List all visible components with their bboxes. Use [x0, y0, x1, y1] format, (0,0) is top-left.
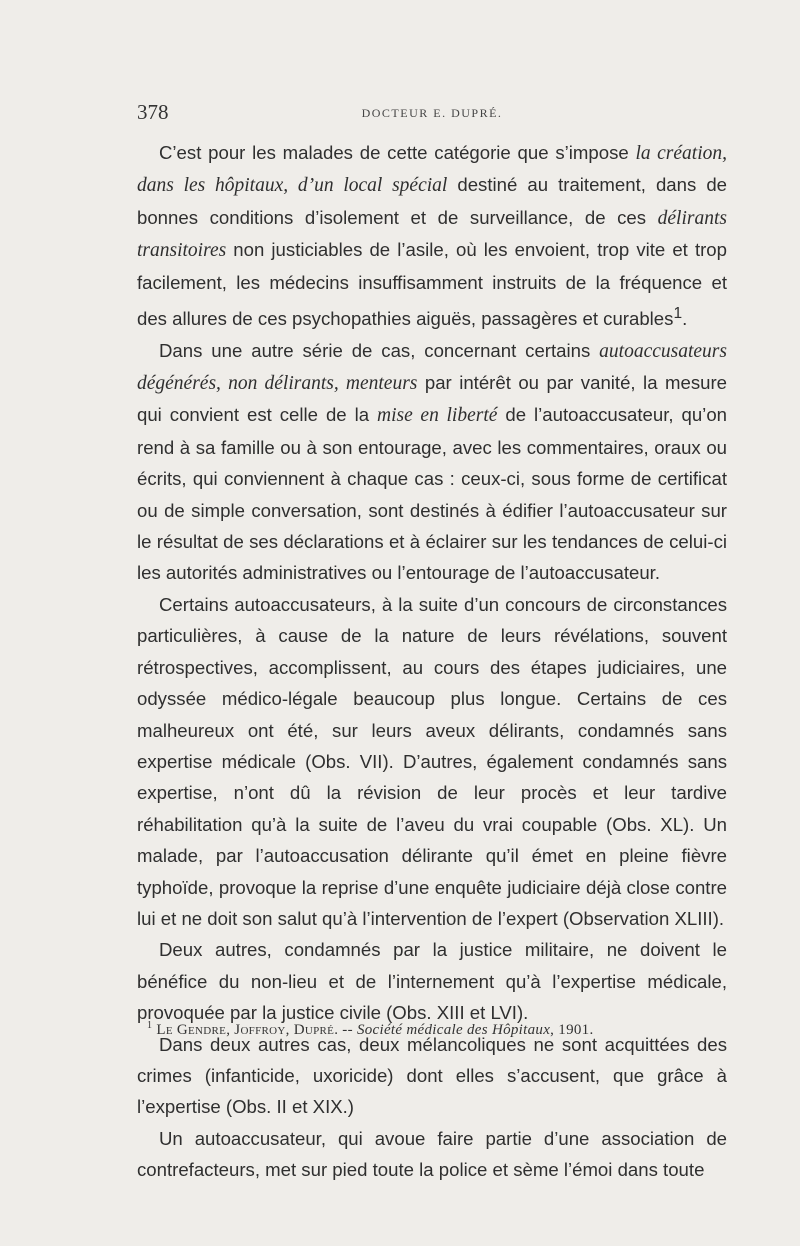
footnote-authors: Le Gendre, Joffroy, Dupré. [156, 1022, 339, 1038]
italic-text: délirants transitoires [137, 207, 727, 262]
text-run: de l’autoaccusateur, qu’on rend à sa famille ou à son entourage, avec les commentaires, oraux ou écrits, qui conviennent à chaque cas : ceux-ci, sous forme de certificat ou de simple conversation, sont destinés à édifier l’autoaccusateur sur le résultat de ses déclarations et à éclairer sur les tendances de celui-ci les autorités administratives ou l’entourage de l’autoaccusateur. [137, 404, 727, 584]
text-run: Un autoaccusateur, qui avoue faire partie d’une association de contrefacteurs, met sur pied toute la police et sème l’émoi dans toute [137, 1127, 727, 1181]
text-run: destiné au traitement, dans de bonnes conditions d’isolement et de surveillance, de ces [137, 174, 727, 228]
page-number: 378 [137, 100, 169, 124]
paragraph [137, 1123, 727, 1186]
footnote-source: Société médicale des Hôpitaux [356, 1022, 551, 1038]
text-run: non justiciables de l’asile, où les envoient, trop vite et trop facilement, les médecins insuffisamment instruits de la fréquence et des allures de ces psychopathies aiguës, passagères et curables [137, 239, 727, 330]
footnote-dash: -- [338, 1022, 357, 1038]
paragraph [137, 589, 727, 934]
italic-text: mise en liberté [377, 405, 498, 427]
page-header [137, 100, 727, 130]
paragraph [137, 934, 727, 1028]
footnote-marker: 1 [147, 1020, 153, 1031]
text-run: Certains autoaccusateurs, à la suite d’un concours de circonstances particulières, à cause de la nature de leurs révélations, souvent rétrospectives, accomplissent, au cours des étapes judiciaires, une odyssée médico-légale beaucoup plus longue. Certains de ces malheureux ont été, sur leurs aveux délirants, condamnés sans expertise médicale (Obs. VII). D’autres, également condamnés sans expertise, n’ont dû la révision de leur procès et leur tardive réhabilitation qu’à la suite de l’aveu du vrai coupable (Obs. XL). Un malade, par l’autoaccusation délirante qu’il émet en pleine fièvre typhoïde, provoque la reprise d’une enquête judiciaire déjà close contre lui et ne doit son salut qu’à l’intervention de l’expert (Observation XLIII). [137, 593, 727, 929]
text-run: Deux autres, condamnés par la justice militaire, ne doivent le bénéfice du non-lieu et de l’internement qu’à l’expertise médicale, provoquée par la justice civile (Obs. XIII et LVI). [137, 939, 727, 1024]
text-run: par intérêt ou par vanité, la mesure qui convient est celle de la [137, 372, 727, 426]
paragraph [137, 1029, 727, 1123]
italic-text: autoaccusateurs dégénérés, non délirants, menteurs [137, 340, 727, 395]
footnote-year: , 1901. [550, 1022, 594, 1038]
text-run: C’est pour les malades de cette catégorie que s’impose [159, 142, 636, 163]
running-head: DOCTEUR E. DUPRÉ. [361, 106, 503, 120]
text-run: Dans deux autres cas, deux mélancoliques ne sont acquittées des crimes (infanticide, uxoricide) dont elles s’accusent, que grâce à l’expertise (Obs. II et XIX.) [137, 1033, 727, 1118]
footnote [147, 1020, 727, 1039]
italic-text: la création, dans les hôpitaux, d’un local spécial [137, 143, 727, 197]
footnote-ref: 1 [673, 305, 683, 323]
text-run: . [682, 308, 688, 330]
text-run: Dans une autre série de cas, concernant certains [159, 339, 600, 361]
paragraph [137, 137, 727, 335]
paragraph [137, 335, 727, 589]
